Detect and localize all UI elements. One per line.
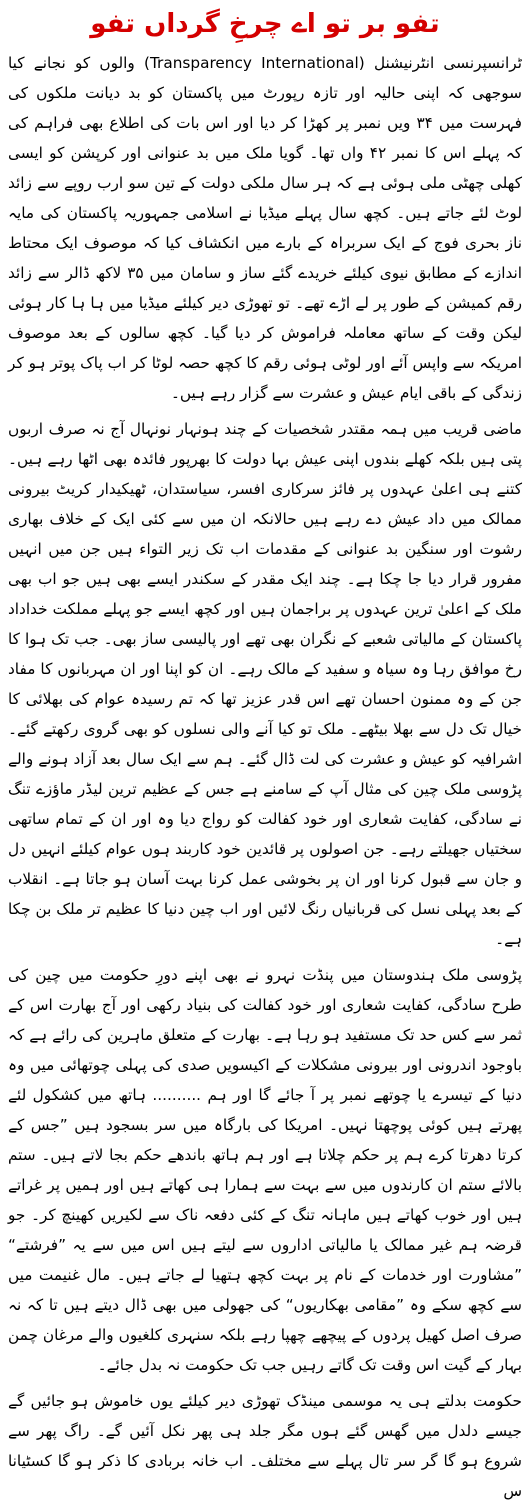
article-paragraph: پڑوسی ملک ہندوستان میں پنڈت نہرو نے بھی اپنے دورِ حکومت میں چین کی طرح سادگی، کفایت شعاری اور خود کفالت کی بنیاد رکھی اور آج بھارت اس کے ثمر سے کس حد تک مستفید ہو رہا ہے۔ بھارت کے متعلق ماہرین کی رائے ہے کہ باوجود اندرونی اور بیرونی مشکلات کے اکیسویں صدی کی پہلی چوتھائی میں وہ دنیا کے تیسرے یا چوتھے نمبر پر آ جائے گا اور ہم .......... ہاتھ میں کشکول لئے پھرتے ہیں کوئی پوچھتا نہیں۔ امریکا کی بارگاہ میں سر بسجود ہیں ”جس کے کرتا دھرتا کرے ہم پر حکم چلاتا ہے اور ہم ہاتھ باندھے حکم بجا لاتے ہیں۔ ستم بالائے ستم ان کارندوں میں سے بہت سے ہمارا ہی کھاتے ہیں اور ہمیں پر غراتے ہیں اور خوب کھاتے ہیں ماہانہ تنگ کے کئی دفعہ ناک سے لکیریں کھینچ کر۔ جو قرضہ ہم غیر ممالک یا مالیاتی اداروں سے لیتے ہیں اس میں سے یہ ”فرشتے“ ”مشاورت اور خدمات کے نام پر بہت کچھ ہتھیا لے جاتے ہیں۔ مال غنیمت میں سے کچھ سکے وہ ”مقامی بھکاریوں“ کی جھولی میں بھی ڈال دیتے ہیں تا کہ نہ صرف اصل کھیل پردوں کے پیچھے چھپا رہے بلکہ سنہری کلغیوں والے مرغان چمن بہار کے گیت اس وقت تک گاتے رہیں جب تک حکومت نہ بدل جائے۔ (8, 966, 522, 1374)
article-title: تفو بر تو اے چرخِ گرداں تفو (90, 9, 440, 39)
article-paragraph: ماضی قریب میں ہمہ مقتدر شخصیات کے چند ہونہار نونہال آج نہ صرف اربوں پتی ہیں بلکہ کھلے بندوں اپنی عیش بہا دولت کا بھرپور فائدہ بھی اٹھا رہے ہیں۔ کتنے ہی اعلیٰ عہدوں پر فائز سرکاری افسر، سیاستدان، ٹھیکیدار کریٹ بیرونی ممالک میں داد عیش دے رہے ہیں حالانکہ ان میں سے کئی ایک کے خلاف بھاری رشوت اور سنگین بد عنوانی کے مقدمات اب تک زیر التواء ہیں جن میں انہیں مفرور قرار دیا جا چکا ہے۔ چند ایک مقدر کے سکندر ایسے بھی ہیں جو اب بھی ملک کے اعلیٰ ترین عہدوں پر براجمان ہیں اور کچھ ایسے جو پہلے مملکت خداداد پاکستان کے مالیاتی شعبے کے نگران بھی تھے اور پالیسی ساز بھی۔ جب تک ہوا کا رخ موافق رہا وہ سیاہ و سفید کے مالک رہے۔ ان کو اپنا اور ان مہربانوں کا مفاد جن کے وہ ممنون احسان تھے اس قدر عزیز تھا کہ تم رسیدہ عوام کی بھلائی کا خیال تک دل سے بھلا بیٹھے۔ ملک تو کیا آنے والی نسلوں کو بھی گروی رکھتے گئے۔ اشرافیہ کو عیش و عشرت کی لت ڈال گئے۔ ہم سے ایک سال بعد آزاد ہونے والے پڑوسی ملک چین کی مثال آپ کے سامنے ہے جس کے عظیم ترین لیڈر ماؤزے تنگ نے سادگی، کفایت شعاری اور خود کفالت کو رواج دیا وہ اور ان کے تمام ساتھی سختیاں جھیلتے رہے۔ جن اصولوں پر قائدین خود کاربند ہوں عوام کیلئے انہیں دل و جان سے قبول کرنا اور ان پر بخوشی عمل کرنا بہت آسان ہو جاتا ہے۔ انقلاب کے بعد پہلی نسل کی قربانیاں رنگ لائیں اور اب چین دنیا کا عظیم تر ملک بن چکا ہے۔ (8, 420, 522, 948)
article-paragraph: حکومت بدلتے ہی یہ موسمی مینڈک تھوڑی دیر کیلئے یوں خاموش ہو جائیں گے جیسے دلدل میں گھس گئے ہوں مگر جلد ہی پھر نکل آئیں گے۔ راگ پھر سے شروع ہو گا گر سر تال پہلے سے مختلف۔ اب خانہ بربادی کا ذکر ہو گا کسٹیانا س (8, 1392, 522, 1500)
article-paragraph: ٹرانسپرنسی انٹرنیشنل (Transparency International) والوں کو نجانے کیا سوجھی کہ اپنی حالیہ اور تازہ رپورٹ میں پاکستان کو بد دیانت ملکوں کی فہرست میں ۳۴ ویں نمبر پر کھڑا کر دیا اور اس بات کی اطلاع بھی فراہم کی کہ پہلے اس کا نمبر ۴۲ واں تھا۔ گویا ملک میں بد عنوانی اور کرپشن کو ایسی کھلی چھٹی ملی ہوئی ہے کہ ہر سال ملکی دولت کے تین سو ارب روپے سے زائد لوٹ لئے جاتے ہیں۔ کچھ سال پہلے میڈیا نے اسلامی جمہوریہ پاکستان کی مایہ ناز بحری فوج کے ایک سربراہ کے بارے میں انکشاف کیا کہ موصوف ایک محتاط اندازے کے مطابق نیوی کیلئے خریدے گئے ساز و سامان میں ۳۵ لاکھ ڈالر سے زائد رقم کمیشن کے طور پر لے اڑے تھے۔ تو تھوڑی دیر کیلئے میڈیا میں ہا ہا کار ہوئی لیکن وقت کے ساتھ معاملہ فراموش کر دیا گیا۔ کچھ سالوں کے بعد موصوف امریکہ سے واپس آئے اور لوٹی ہوئی رقم کا کچھ حصہ لوٹا کر اب پاک پوتر ہو کر زندگی کے باقی ایام عیش و عشرت سے گزار رہے ہیں۔ (8, 54, 522, 402)
